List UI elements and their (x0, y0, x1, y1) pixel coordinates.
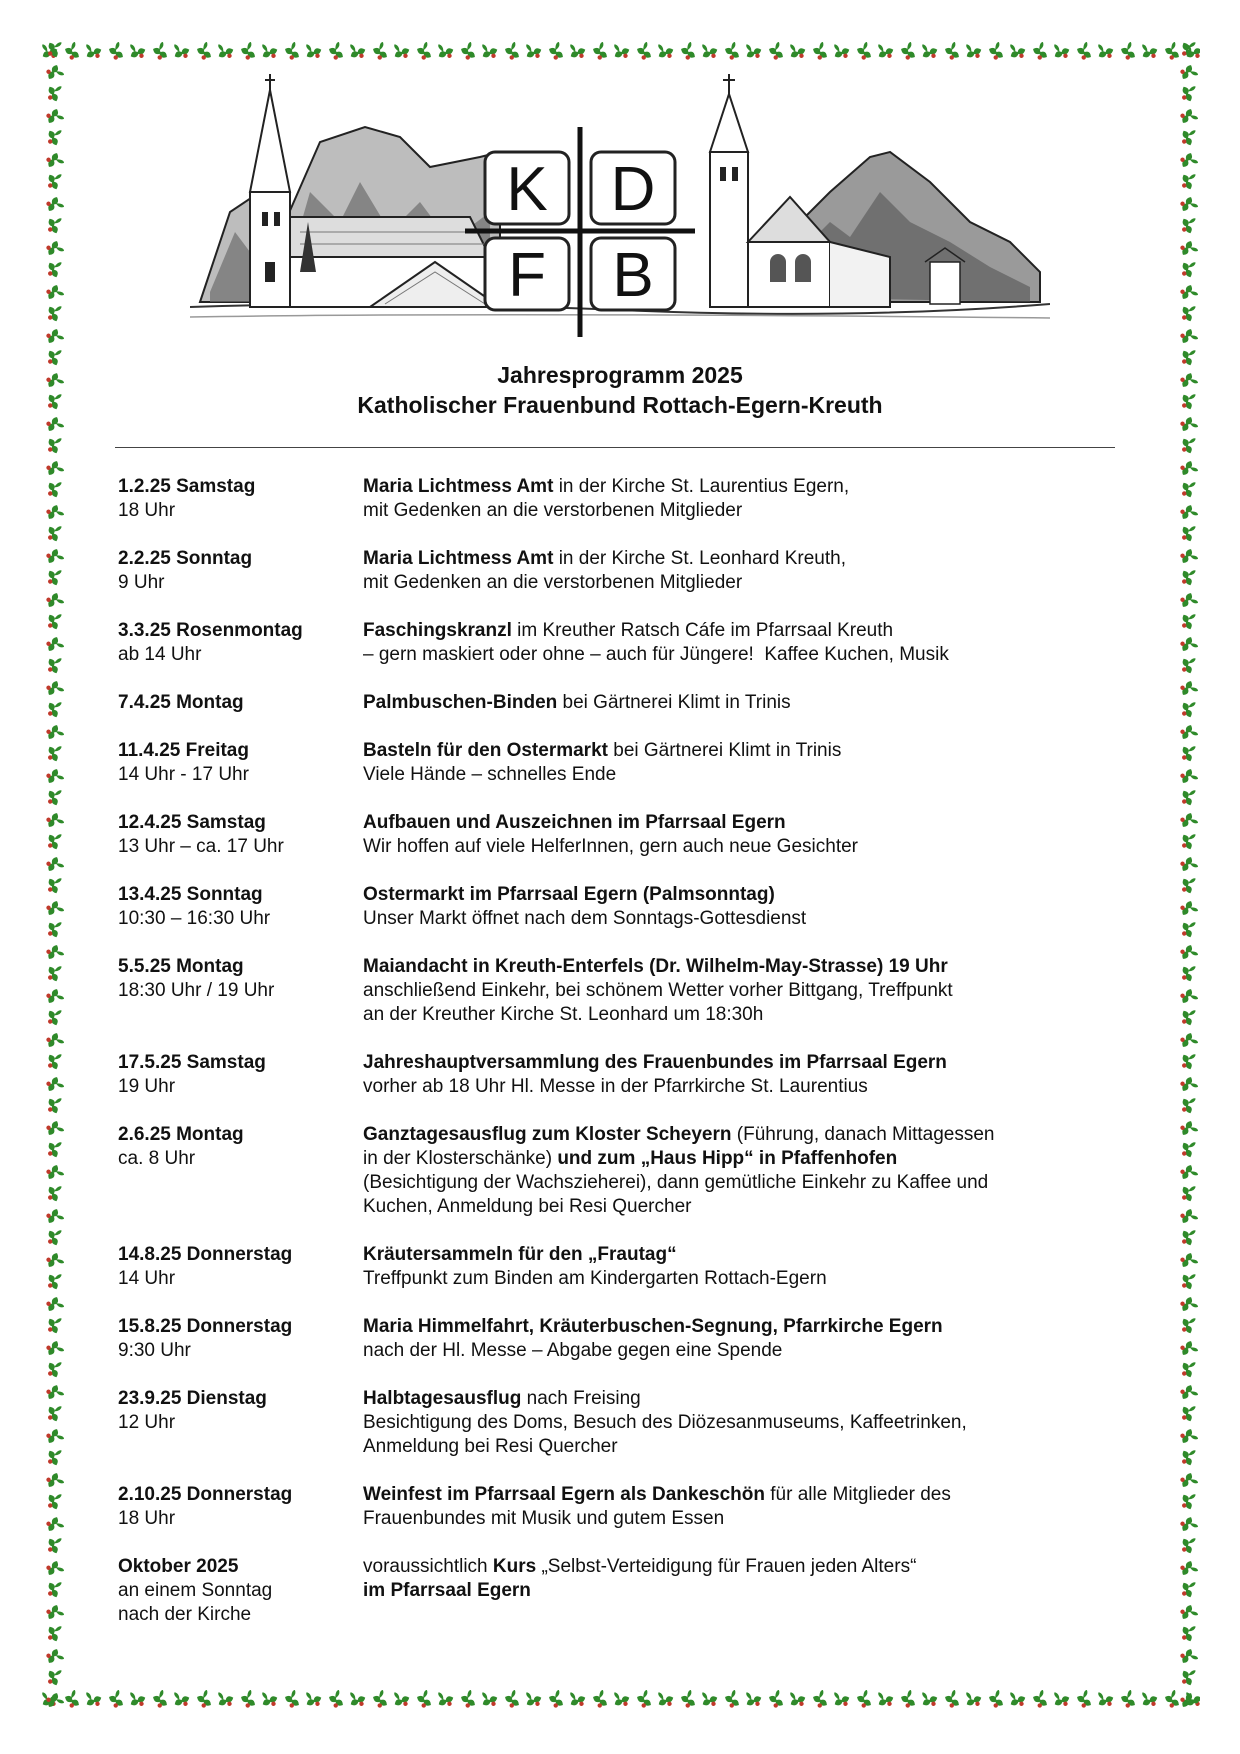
event-time: 14 Uhr - 17 Uhr (118, 764, 249, 785)
event-description-line (363, 763, 1138, 787)
event-description (363, 1315, 1138, 1363)
event-description (363, 739, 1138, 787)
event-description-line (363, 1243, 1138, 1267)
event-description-line (363, 1507, 1138, 1531)
event-description-line (363, 979, 1138, 1003)
event-text: in der Kirche St. Leonhard Kreuth, (553, 548, 846, 569)
event-description-line (363, 883, 1138, 907)
event-text: an der Kreuther Kirche St. Leonhard um 18:30h (363, 1004, 764, 1025)
event-description-line (363, 643, 1138, 667)
event-text: (Besichtigung der Wachszieherei), dann gemütliche Einkehr zu Kaffee und (363, 1172, 989, 1193)
event-description-line (363, 1339, 1138, 1363)
event-date-column (118, 547, 363, 595)
event-description-line (363, 1003, 1138, 1027)
event-highlight-text: Weinfest im Pfarrsaal Egern als Dankeschön (363, 1484, 765, 1505)
event-entry (118, 1555, 1138, 1627)
event-date: 5.5.25 Montag (118, 956, 244, 977)
page-title: Jahresprogramm 2025 (497, 362, 743, 388)
event-highlight-text: Ganztagesausflug zum Kloster Scheyern (363, 1124, 732, 1145)
event-time: 9 Uhr (118, 572, 165, 593)
event-entry (118, 1483, 1138, 1531)
event-highlight-text: Maria Himmelfahrt, Kräuterbuschen-Segnung, Pfarrkirche Egern (363, 1316, 943, 1337)
event-description (363, 619, 1138, 667)
event-text: Anmeldung bei Resi Quercher (363, 1436, 618, 1457)
event-description-line (363, 571, 1138, 595)
logo-letter-b: B (612, 241, 654, 310)
event-date-column (118, 691, 363, 715)
kdfb-logo (465, 127, 695, 337)
event-entry (118, 883, 1138, 931)
event-highlight-text: Basteln für den Ostermarkt (363, 740, 608, 761)
event-entry (118, 1051, 1138, 1099)
event-time: 9:30 Uhr (118, 1340, 191, 1361)
event-date-column (118, 1315, 363, 1363)
event-description (363, 1483, 1138, 1531)
event-time: 12 Uhr (118, 1412, 176, 1433)
event-description (363, 883, 1138, 931)
event-description (363, 1387, 1138, 1459)
event-description-line (363, 1147, 1138, 1171)
event-description-line (363, 1411, 1138, 1435)
event-date: 1.2.25 Samstag (118, 476, 256, 497)
event-text: – gern maskiert oder ohne – auch für Jüngere! Kaffee Kuchen, Musik (363, 644, 949, 665)
logo-letter-k: K (506, 155, 548, 224)
event-entry (118, 475, 1138, 523)
event-description-line (363, 691, 1138, 715)
title-block (100, 360, 1140, 420)
event-text: nach Freising (521, 1388, 641, 1409)
event-date-column (118, 955, 363, 1027)
event-description-line (363, 739, 1138, 763)
event-entry (118, 1243, 1138, 1291)
event-text: „Selbst-Verteidigung für Frauen jeden Alters“ (536, 1556, 917, 1577)
event-text: Frauenbundes mit Musik und gutem Essen (363, 1508, 725, 1529)
event-description (363, 1243, 1138, 1291)
event-text: mit Gedenken an die verstorbenen Mitglieder (363, 500, 743, 521)
event-time: 18:30 Uhr / 19 Uhr (118, 980, 275, 1001)
event-date: 17.5.25 Samstag (118, 1052, 266, 1073)
event-text: anschließend Einkehr, bei schönem Wetter vorher Bittgang, Treffpunkt (363, 980, 953, 1001)
event-text: nach der Hl. Messe – Abgabe gegen eine Spende (363, 1340, 783, 1361)
title-divider (115, 447, 1115, 448)
event-text: in der Kirche St. Laurentius Egern, (553, 476, 850, 497)
event-date-column (118, 811, 363, 859)
event-date-column (118, 1555, 363, 1627)
event-entry (118, 739, 1138, 787)
event-description (363, 475, 1138, 523)
event-text: vorher ab 18 Uhr Hl. Messe in der Pfarrkirche St. Laurentius (363, 1076, 868, 1097)
event-description-line (363, 955, 1138, 979)
logo-letter-d: D (610, 155, 656, 224)
event-description-line (363, 619, 1138, 643)
event-date-column (118, 1243, 363, 1291)
event-highlight-text: Maria Lichtmess Amt (363, 548, 554, 569)
event-text: Unser Markt öffnet nach dem Sonntags-Gottesdienst (363, 908, 807, 929)
event-date-column (118, 1387, 363, 1459)
event-description-line (363, 1075, 1138, 1099)
event-text: in der Klosterschänke) (363, 1148, 558, 1169)
event-time: nach der Kirche (118, 1604, 252, 1625)
header-illustration (190, 72, 1050, 347)
event-date-column (118, 619, 363, 667)
event-description-line (363, 1555, 1138, 1579)
event-entry (118, 1123, 1138, 1219)
event-date: Oktober 2025 (118, 1556, 239, 1577)
event-highlight-text: Maiandacht in Kreuth-Enterfels (Dr. Wilhelm-May-Strasse) 19 Uhr (363, 956, 948, 977)
event-date: 7.4.25 Montag (118, 692, 244, 713)
event-description-line (363, 1579, 1138, 1603)
event-highlight-text: und zum „Haus Hipp“ in Pfaffenhofen (557, 1148, 898, 1169)
event-entry (118, 1387, 1138, 1459)
event-text: im Kreuther Ratsch Cáfe im Pfarrsaal Kreuth (511, 620, 894, 641)
event-description (363, 547, 1138, 595)
event-time: 13 Uhr – ca. 17 Uhr (118, 836, 284, 857)
event-date: 2.2.25 Sonntag (118, 548, 253, 569)
event-highlight-text: Kurs (492, 1556, 537, 1577)
event-highlight-text: Faschingskranzl (363, 620, 512, 641)
event-description (363, 955, 1138, 1027)
event-date: 3.3.25 Rosenmontag (118, 620, 303, 641)
event-time: 19 Uhr (118, 1076, 176, 1097)
event-text: Besichtigung des Doms, Besuch des Diözesanmuseums, Kaffeetrinken, (363, 1412, 967, 1433)
event-description-line (363, 1171, 1138, 1195)
event-description-line (363, 1435, 1138, 1459)
event-time: 18 Uhr (118, 1508, 176, 1529)
event-description (363, 1555, 1138, 1627)
event-date: 2.6.25 Montag (118, 1124, 244, 1145)
event-description-line (363, 835, 1138, 859)
holly-border-bottom (40, 1688, 1200, 1714)
event-text: (Führung, danach Mittagessen (731, 1124, 995, 1145)
event-text: mit Gedenken an die verstorbenen Mitglieder (363, 572, 743, 593)
event-text: Viele Hände – schnelles Ende (363, 764, 617, 785)
event-time: 14 Uhr (118, 1268, 176, 1289)
event-description (363, 1123, 1138, 1219)
event-description-line (363, 1315, 1138, 1339)
event-date-column (118, 1483, 363, 1531)
event-entry (118, 1315, 1138, 1363)
event-time: 10:30 – 16:30 Uhr (118, 908, 271, 929)
event-entry (118, 547, 1138, 595)
event-entry (118, 691, 1138, 715)
event-description-line (363, 1195, 1138, 1219)
event-list (118, 475, 1138, 1651)
event-description-line (363, 1123, 1138, 1147)
event-description (363, 691, 1138, 715)
event-time: 18 Uhr (118, 500, 176, 521)
event-text: bei Gärtnerei Klimt in Trinis (607, 740, 842, 761)
holly-border-left (40, 40, 66, 1714)
event-date: 23.9.25 Dienstag (118, 1388, 267, 1409)
event-text: Wir hoffen auf viele HelferInnen, gern auch neue Gesichter (363, 836, 858, 857)
event-description-line (363, 1051, 1138, 1075)
event-highlight-text: Halbtagesausflug (363, 1388, 522, 1409)
event-date: 12.4.25 Samstag (118, 812, 266, 833)
event-date: 11.4.25 Freitag (118, 740, 249, 761)
event-highlight-text: Kräutersammeln für den „Frautag“ (363, 1244, 677, 1265)
event-highlight-text: Ostermarkt im Pfarrsaal Egern (Palmsonntag) (363, 884, 775, 905)
event-text: Treffpunkt zum Binden am Kindergarten Rottach-Egern (363, 1268, 827, 1289)
event-date-column (118, 883, 363, 931)
event-text: für alle Mitglieder des (764, 1484, 951, 1505)
event-text: voraussichtlich (363, 1556, 493, 1577)
event-date-column (118, 475, 363, 523)
event-description (363, 811, 1138, 859)
event-entry (118, 619, 1138, 667)
event-description-line (363, 475, 1138, 499)
holly-border-right (1174, 40, 1200, 1714)
event-date: 2.10.25 Donnerstag (118, 1484, 293, 1505)
event-date-column (118, 1051, 363, 1099)
event-date: 15.8.25 Donnerstag (118, 1316, 293, 1337)
event-entry (118, 955, 1138, 1027)
event-description-line (363, 1387, 1138, 1411)
event-time: ca. 8 Uhr (118, 1148, 196, 1169)
event-highlight-text: im Pfarrsaal Egern (363, 1580, 531, 1601)
event-date-column (118, 1123, 363, 1219)
event-text: bei Gärtnerei Klimt in Trinis (557, 692, 791, 713)
event-description-line (363, 547, 1138, 571)
event-description-line (363, 499, 1138, 523)
event-time: an einem Sonntag (118, 1580, 273, 1601)
event-time: ab 14 Uhr (118, 644, 202, 665)
event-entry (118, 811, 1138, 859)
event-description-line (363, 811, 1138, 835)
event-date-column (118, 739, 363, 787)
holly-border-top (40, 40, 1200, 66)
page-subtitle: Katholischer Frauenbund Rottach-Egern-Kreuth (357, 392, 883, 418)
event-text: Kuchen, Anmeldung bei Resi Quercher (363, 1196, 692, 1217)
event-highlight-text: Palmbuschen-Binden (363, 692, 558, 713)
logo-letter-f: F (508, 241, 546, 310)
event-date: 14.8.25 Donnerstag (118, 1244, 293, 1265)
event-description-line (363, 1267, 1138, 1291)
event-highlight-text: Jahreshauptversammlung des Frauenbundes im Pfarrsaal Egern (363, 1052, 947, 1073)
event-date: 13.4.25 Sonntag (118, 884, 263, 905)
event-description-line (363, 1483, 1138, 1507)
event-highlight-text: Maria Lichtmess Amt (363, 476, 554, 497)
event-description-line (363, 907, 1138, 931)
event-highlight-text: Aufbauen und Auszeichnen im Pfarrsaal Egern (363, 812, 786, 833)
event-description (363, 1051, 1138, 1099)
